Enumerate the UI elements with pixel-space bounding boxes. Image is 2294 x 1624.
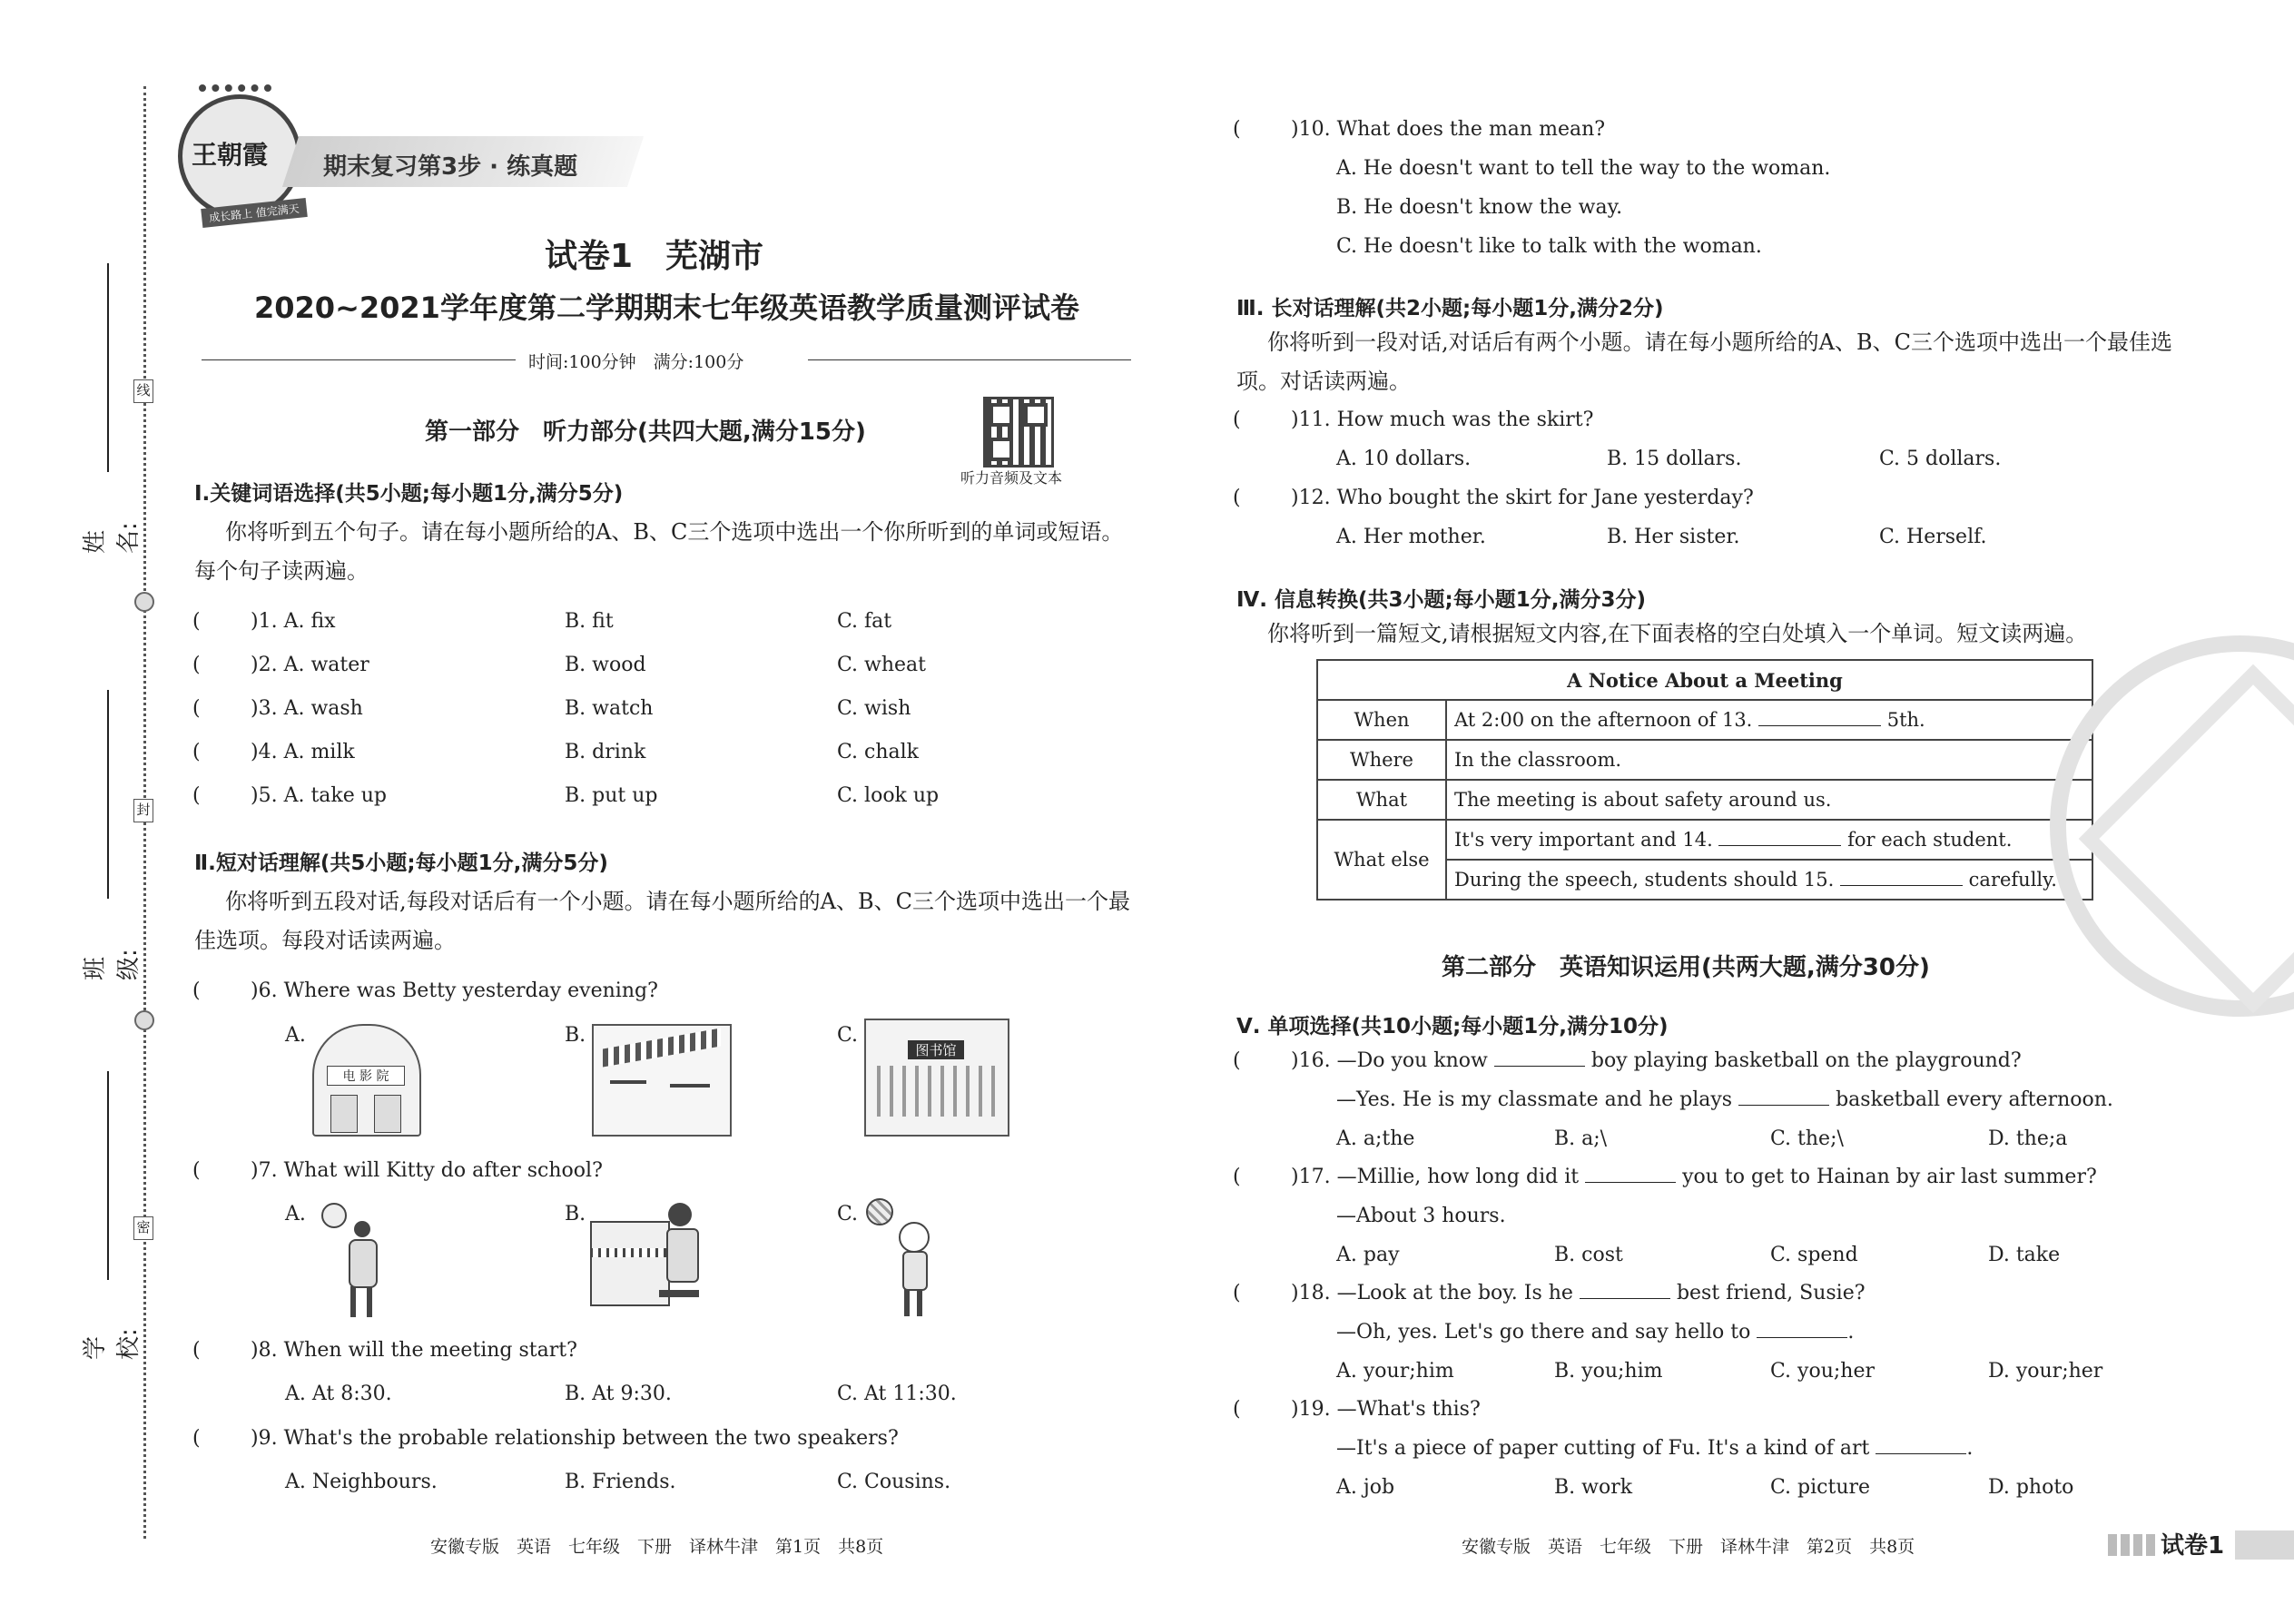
q8-a: A. At 8:30.	[285, 1383, 392, 1405]
answer-paren[interactable]: (	[192, 1427, 201, 1450]
q4-a: )4. A. milk	[251, 741, 355, 763]
q17-line1: )17. —Millie, how long did it you to get to Hainan by air last summer?	[1291, 1166, 2097, 1188]
q12-a: A. Her mother.	[1336, 526, 1486, 548]
answer-paren[interactable]: (	[192, 1159, 201, 1182]
answer-paren[interactable]: (	[192, 741, 201, 763]
answer-paren[interactable]: (	[192, 654, 201, 676]
qr-label: 听力音频及文本	[960, 469, 1063, 487]
q18-d: D. your;her	[1988, 1360, 2103, 1383]
seal-mark-seal: 封	[133, 799, 153, 822]
q19-line1: )19. —What's this?	[1291, 1398, 1481, 1421]
row-value-else-1: It's very important and 14. for each student.	[1446, 820, 2092, 860]
answer-paren[interactable]: (	[1233, 487, 1241, 509]
cinema-sign: 电 影 院	[327, 1066, 405, 1086]
q9-text: )9. What's the probable relationship between the two speakers?	[251, 1427, 899, 1450]
q19-line2: —It's a piece of paper cutting of Fu. It's a kind of art .	[1336, 1437, 1974, 1460]
hole-icon	[134, 592, 154, 612]
logo-banner: 成长路上 值完满天	[201, 198, 307, 228]
row-key-where: Where	[1317, 740, 1446, 780]
step-label: 期末复习第3步 · 练真题	[323, 153, 578, 181]
sec5-title: Ⅴ. 单项选择(共10小题;每小题1分,满分10分)	[1236, 1015, 1669, 1038]
exam-meta: 时间:100分钟 满分:100分	[528, 352, 744, 372]
q3-c: C. wish	[837, 697, 911, 720]
answer-paren[interactable]: (	[1233, 1282, 1241, 1304]
q16-c: C. the;\	[1770, 1127, 1844, 1150]
row-value-when: At 2:00 on the afternoon of 13. 5th.	[1446, 700, 2092, 740]
blank-14[interactable]	[1718, 845, 1841, 846]
q8-b: B. At 9:30.	[565, 1383, 672, 1405]
answer-paren[interactable]: (	[192, 610, 201, 633]
tab-bar	[2235, 1530, 2294, 1560]
paper-tab: 试卷1	[2161, 1532, 2225, 1560]
answer-paren[interactable]: (	[192, 697, 201, 720]
hole-icon	[134, 1010, 154, 1030]
q17-line2: —About 3 hours.	[1336, 1205, 1506, 1227]
answer-paren[interactable]: (	[192, 784, 201, 807]
footer-left: 安徽专版 英语 七年级 下册 译林牛津 第1页 共8页	[430, 1537, 884, 1557]
q17-d: D. take	[1988, 1244, 2061, 1266]
q11-text: )11. How much was the skirt?	[1291, 408, 1594, 431]
q19-b: B. work	[1554, 1476, 1633, 1499]
piano-image[interactable]	[590, 1203, 706, 1319]
tab-decor-icon	[2108, 1534, 2159, 1556]
answer-paren[interactable]: (	[1233, 1049, 1241, 1072]
q18-line2: —Oh, yes. Let's go there and say hello to .	[1336, 1321, 1855, 1343]
qr-code-icon[interactable]	[983, 397, 1054, 468]
q9-a: A. Neighbours.	[285, 1471, 438, 1493]
name-label: 姓名:	[82, 522, 143, 554]
q4-b: B. drink	[565, 741, 646, 763]
q1-c: C. fat	[837, 610, 892, 633]
notice-table	[1316, 659, 2093, 901]
seal-mark-secret: 密	[133, 1216, 153, 1240]
row-value-what: The meeting is about safety around us.	[1446, 780, 2092, 820]
answer-paren[interactable]: (	[1233, 408, 1241, 431]
q2-a: )2. A. water	[251, 654, 369, 676]
q16-a: A. a;the	[1336, 1127, 1415, 1150]
class-label: 班级:	[82, 949, 143, 980]
blank-15[interactable]	[1840, 885, 1963, 886]
q1-b: B. fit	[565, 610, 614, 633]
class-field	[73, 690, 143, 980]
exam-subtitle: 2020~2021学年度第二学期期末七年级英语教学质量测评试卷	[254, 290, 1079, 325]
q5-c: C. look up	[837, 784, 940, 807]
q7-b-label: B.	[565, 1203, 586, 1225]
part1-title: 第一部分 听力部分(共四大题,满分15分)	[425, 418, 866, 446]
q19-c: C. picture	[1770, 1476, 1871, 1499]
row-key-when: When	[1317, 700, 1446, 740]
q16-d: D. the;a	[1988, 1127, 2068, 1150]
q3-a: )3. A. wash	[251, 697, 363, 720]
q10-b: B. He doesn't know the way.	[1336, 196, 1623, 219]
q9-c: C. Cousins.	[837, 1471, 951, 1493]
q10-text: )10. What does the man mean?	[1291, 118, 1606, 141]
q12-c: C. Herself.	[1879, 526, 1987, 548]
q6-b-label: B.	[565, 1024, 586, 1047]
answer-paren[interactable]: (	[192, 979, 201, 1002]
blank-13[interactable]	[1758, 725, 1881, 726]
title-rule-left	[202, 359, 516, 360]
title-rule-right	[808, 359, 1131, 360]
q4-c: C. chalk	[837, 741, 920, 763]
notice-title: A Notice About a Meeting	[1317, 660, 2092, 700]
q19-d: D. photo	[1988, 1476, 2074, 1499]
q16-line2: —Yes. He is my classmate and he plays basketball every afternoon.	[1336, 1088, 2113, 1111]
part2-title: 第二部分 英语知识运用(共两大题,满分30分)	[1442, 954, 1930, 981]
sec1-title: Ⅰ.关键词语选择(共5小题;每小题1分,满分5分)	[194, 482, 624, 506]
q8-c: C. At 11:30.	[837, 1383, 957, 1405]
q6-c-label: C.	[837, 1024, 859, 1047]
q1-a: )1. A. fix	[251, 610, 336, 633]
q19-a: A. job	[1336, 1476, 1395, 1499]
sec1-instruction: 你将听到五个句子。请在每小题所给的A、B、C三个选项中选出一个你所听到的单词或短语。每个句子读两遍。	[194, 519, 1124, 584]
row-value-else-2: During the speech, students should 15. carefully.	[1446, 860, 2092, 900]
sec4-instruction: 你将听到一篇短文,请根据短文内容,在下面表格的空白处填入一个单词。短文读两遍。	[1267, 621, 2088, 646]
q3-b: B. watch	[565, 697, 654, 720]
sec2-title: Ⅱ.短对话理解(共5小题;每小题1分,满分5分)	[194, 851, 608, 875]
q10-a: A. He doesn't want to tell the way to the woman.	[1336, 157, 1831, 180]
library-image[interactable]	[864, 1019, 1009, 1137]
exam-title: 试卷1 芜湖市	[545, 238, 764, 275]
row-key-what: What	[1317, 780, 1446, 820]
q11-c: C. 5 dollars.	[1879, 448, 2002, 470]
q17-b: B. cost	[1554, 1244, 1623, 1266]
q6-a-label: A.	[285, 1024, 306, 1047]
volleyball-image[interactable]	[312, 1203, 403, 1319]
q11-a: A. 10 dollars.	[1336, 448, 1472, 470]
answer-paren[interactable]: (	[1233, 118, 1241, 141]
q8-text: )8. When will the meeting start?	[251, 1339, 577, 1362]
basketball-girl-image[interactable]	[862, 1198, 962, 1321]
q12-text: )12. Who bought the skirt for Jane yesterday?	[1291, 487, 1754, 509]
q2-c: C. wheat	[837, 654, 927, 676]
footer-right: 安徽专版 英语 七年级 下册 译林牛津 第2页 共8页	[1462, 1537, 1915, 1557]
q9-b: B. Friends.	[565, 1471, 676, 1493]
q18-c: C. you;her	[1770, 1360, 1875, 1383]
answer-paren[interactable]: (	[1233, 1398, 1241, 1421]
library-sign: 图书馆	[908, 1040, 964, 1059]
q5-b: B. put up	[565, 784, 658, 807]
row-value-where: In the classroom.	[1446, 740, 2092, 780]
answer-paren[interactable]: (	[1233, 1166, 1241, 1188]
sec2-instruction: 你将听到五段对话,每段对话后有一个小题。请在每小题所给的A、B、C三个选项中选出一个最佳选项。每段对话读两遍。	[194, 889, 1130, 953]
school-field	[73, 1071, 143, 1362]
q7-a-label: A.	[285, 1203, 306, 1225]
q18-b: B. you;him	[1554, 1360, 1663, 1383]
q7-text: )7. What will Kitty do after school?	[251, 1159, 603, 1182]
row-key-else: What else	[1317, 820, 1446, 900]
logo-crown-icon	[199, 84, 271, 110]
restaurant-image[interactable]	[592, 1024, 732, 1137]
q5-a: )5. A. take up	[251, 784, 387, 807]
cinema-image[interactable]	[312, 1024, 421, 1137]
name-field	[73, 263, 143, 554]
q12-b: B. Her sister.	[1607, 526, 1740, 548]
q2-b: B. wood	[565, 654, 646, 676]
sec3-instruction: 你将听到一段对话,对话后有两个小题。请在每小题所给的A、B、C三个选项中选出一个最佳选项。对话读两遍。	[1236, 330, 2172, 394]
q18-a: A. your;him	[1336, 1360, 1454, 1383]
q17-c: C. spend	[1770, 1244, 1858, 1266]
q11-b: B. 15 dollars.	[1607, 448, 1742, 470]
school-label: 学校:	[82, 1328, 143, 1360]
sec4-title: Ⅳ. 信息转换(共3小题;每小题1分,满分3分)	[1236, 588, 1646, 612]
q10-c: C. He doesn't like to talk with the woman.	[1336, 235, 1762, 258]
seal-mark-line: 线	[133, 379, 153, 403]
q17-a: A. pay	[1336, 1244, 1400, 1266]
answer-paren[interactable]: (	[192, 1339, 201, 1362]
sec3-title: Ⅲ. 长对话理解(共2小题;每小题1分,满分2分)	[1236, 297, 1664, 320]
q6-text: )6. Where was Betty yesterday evening?	[251, 979, 658, 1002]
logo-text: 王朝霞	[192, 140, 269, 170]
q16-b: B. a;\	[1554, 1127, 1608, 1150]
q18-line1: )18. —Look at the boy. Is he best friend, Susie?	[1291, 1282, 1866, 1304]
q7-c-label: C.	[837, 1203, 859, 1225]
q16-line1: )16. —Do you know boy playing basketball on the playground?	[1291, 1049, 2022, 1072]
